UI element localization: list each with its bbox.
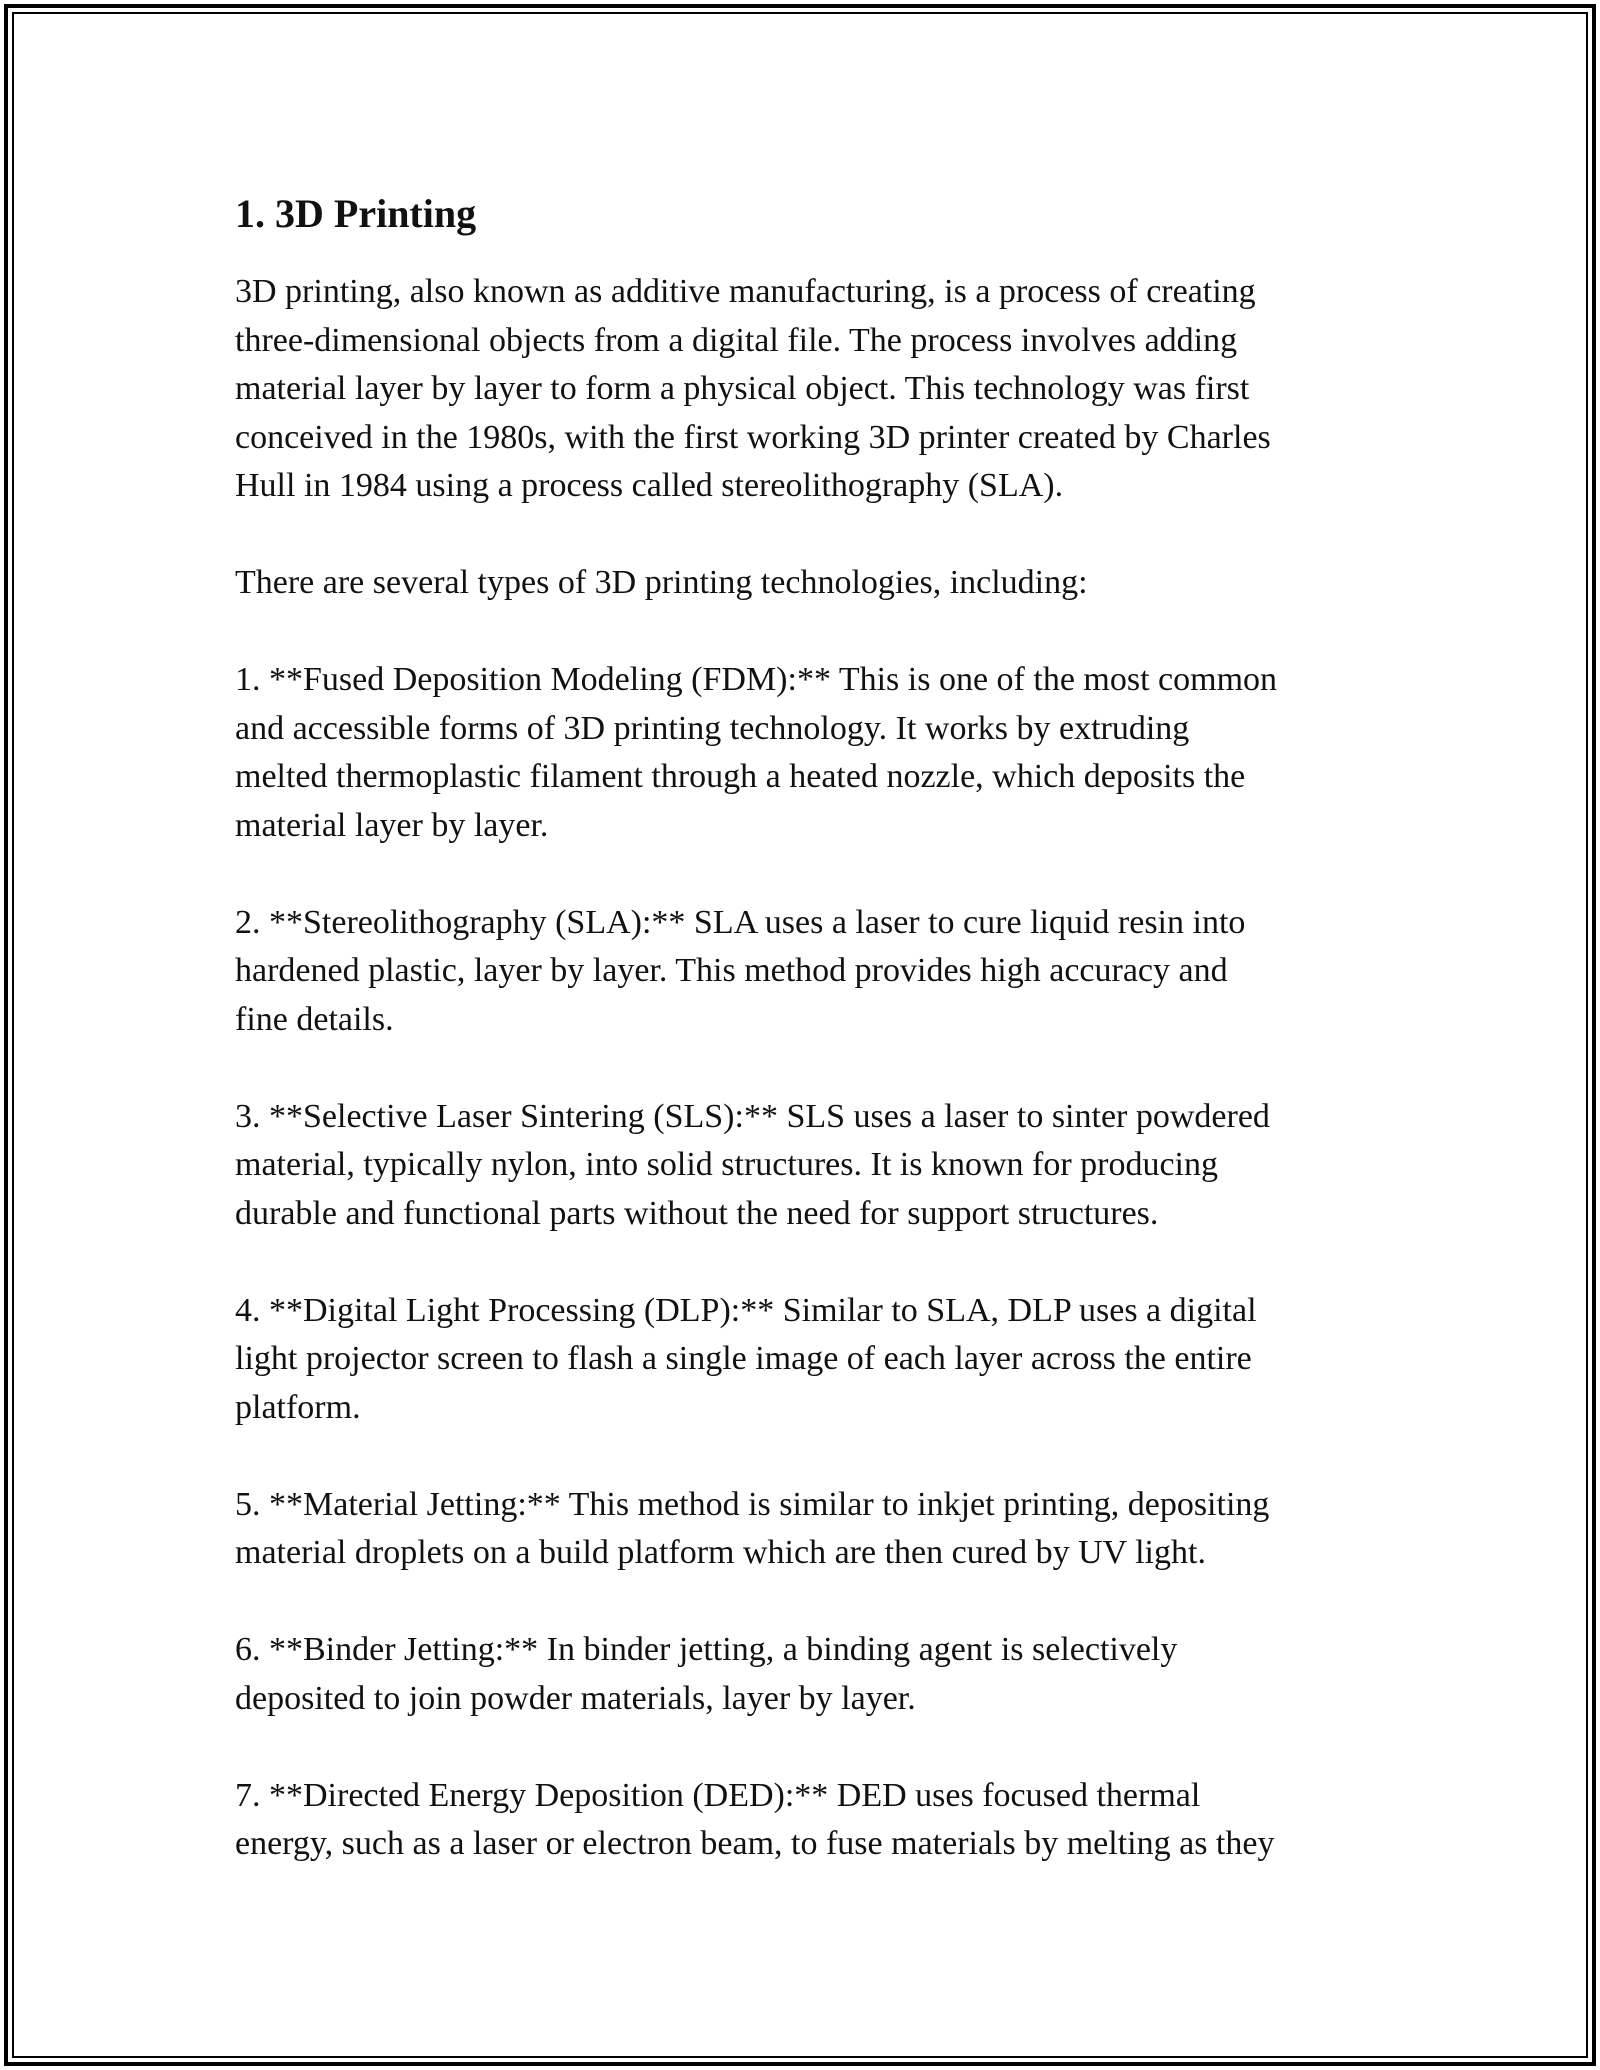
- list-item-ded: 7. **Directed Energy Deposition (DED):** DED uses focused thermal energy, such as a laser or electron beam, to fuse materials by melting as they: [235, 1776, 1275, 1862]
- paragraph-spacer: [235, 1432, 1375, 1481]
- section-heading: 1. 3D Printing: [235, 191, 477, 236]
- paragraph-spacer: [235, 1578, 1375, 1627]
- paragraph-spacer: [235, 1723, 1375, 1772]
- list-item-material-jetting: 5. **Material Jetting:** This method is similar to inkjet printing, depositing material droplets on a build platform which are then cured by UV light.: [235, 1485, 1270, 1571]
- paragraph-spacer: [235, 608, 1375, 657]
- paragraph-spacer: [235, 850, 1375, 899]
- types-intro-paragraph: There are several types of 3D printing technologies, including:: [235, 564, 1088, 601]
- paragraph-spacer: [235, 511, 1375, 560]
- list-item-binder-jetting: 6. **Binder Jetting:** In binder jetting, a binding agent is selectively deposited to join powder materials, layer by layer.: [235, 1631, 1178, 1717]
- list-item-sls: 3. **Selective Laser Sintering (SLS):** SLS uses a laser to sinter powdered material, typically nylon, into solid structures. It is known for producing durable and functional parts without the need for support structures.: [235, 1097, 1270, 1232]
- intro-paragraph: 3D printing, also known as additive manufacturing, is a process of creating three-dimensional objects from a digital file. The process involves adding material layer by layer to form a physical object. This technology was first conceived in the 1980s, with the first working 3D printer created by Charles Hull in 1984 using a process called stereolithography (SLA).: [235, 273, 1271, 504]
- list-item-sla: 2. **Stereolithography (SLA):** SLA uses a laser to cure liquid resin into hardened plastic, layer by layer. This method provides high accuracy and fine details.: [235, 903, 1246, 1038]
- paragraph-spacer: [235, 1238, 1375, 1287]
- paragraph-spacer: [235, 1044, 1375, 1093]
- list-item-fdm: 1. **Fused Deposition Modeling (FDM):** This is one of the most common and accessible forms of 3D printing technology. It works by extruding melted thermoplastic filament through a heated nozzle, which deposits the material layer by layer.: [235, 661, 1278, 844]
- document-body: [235, 186, 1375, 1869]
- list-item-dlp: 4. **Digital Light Processing (DLP):** Similar to SLA, DLP uses a digital light projector screen to flash a single image of each layer across the entire platform.: [235, 1291, 1257, 1426]
